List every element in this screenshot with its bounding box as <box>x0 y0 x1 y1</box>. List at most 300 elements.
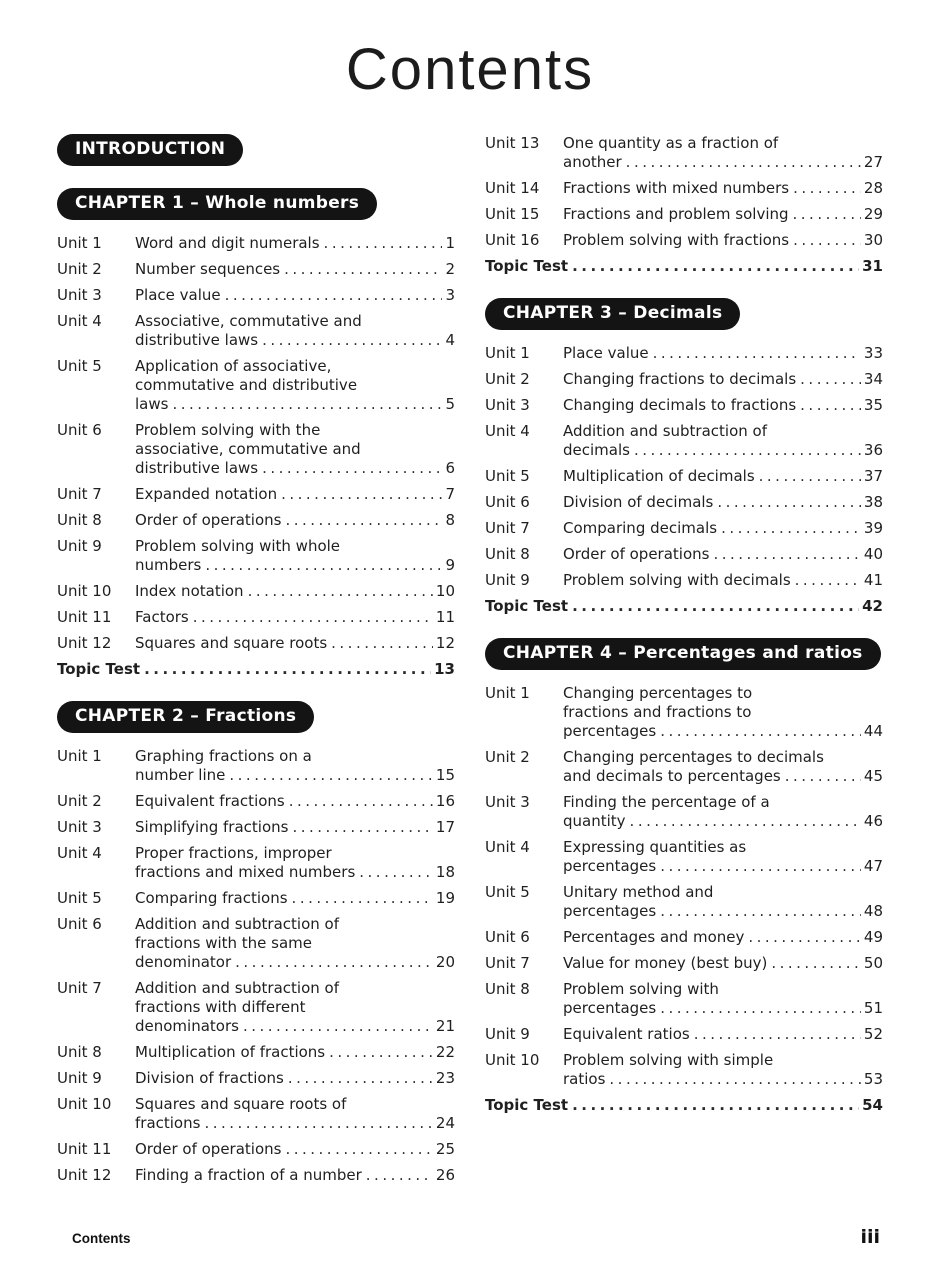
entry-title-lines <box>563 344 883 363</box>
unit-label: Unit 5 <box>57 888 102 907</box>
unit-label: Unit 7 <box>57 484 102 503</box>
entry-title: Order of operations <box>563 544 710 563</box>
unit-label: Unit 8 <box>57 1042 102 1061</box>
unit-label: Unit 1 <box>485 343 530 362</box>
dot-leader <box>609 1070 861 1089</box>
toc-entry <box>485 231 883 250</box>
toc-entry <box>57 1069 455 1088</box>
dot-leader <box>653 344 861 363</box>
chapter3-entries <box>485 344 883 616</box>
toc-entry <box>57 234 455 253</box>
entry-title-lines <box>135 286 455 305</box>
entry-title-lines <box>135 511 455 530</box>
toc-entry <box>485 205 883 224</box>
entry-title-lines <box>135 1069 455 1088</box>
page-number: 19 <box>435 888 455 907</box>
chapter1-entries <box>57 234 455 679</box>
entry-title: percentages <box>563 998 657 1017</box>
dot-leader <box>289 792 433 811</box>
chapter4-entries <box>485 684 883 1115</box>
entry-title: Problem solving with fractions <box>563 230 790 249</box>
left-column <box>57 134 455 1192</box>
toc-entry <box>485 928 883 947</box>
unit-label: Unit 7 <box>485 518 530 537</box>
dot-leader <box>144 660 431 679</box>
page-title: Contents <box>345 37 595 102</box>
chapter1-badge-row <box>57 188 455 220</box>
toc-entry <box>485 1096 883 1115</box>
entry-title-lines <box>135 889 455 908</box>
entry-title-lines <box>563 370 883 389</box>
entry-title: Topic Test <box>57 659 141 678</box>
page-number: 38 <box>863 492 883 511</box>
entry-title-lines: Addition and subtraction of decimals ..... 36 <box>563 422 883 460</box>
dot-leader <box>284 260 442 279</box>
unit-label: Unit 5 <box>485 466 530 485</box>
dot-leader <box>660 999 861 1018</box>
toc-entry <box>485 519 883 538</box>
page-number: 29 <box>863 204 883 223</box>
entry-title: Fractions with mixed numbers <box>563 178 790 197</box>
dot-leader <box>626 153 861 172</box>
entry-title-lines <box>563 928 883 947</box>
entry-title-lines: Proper fractions, improper fractions and mixed numbers ..... 18 <box>135 844 455 882</box>
footer-page-number: iii <box>860 1226 880 1248</box>
unit-label: Unit 6 <box>57 914 102 933</box>
entry-title: Expanded notation <box>135 484 278 503</box>
toc-entry <box>57 818 455 837</box>
page-number: 20 <box>435 952 455 971</box>
unit-label: Unit 1 <box>485 683 530 702</box>
page-number: 41 <box>863 570 883 589</box>
dot-leader <box>324 234 443 253</box>
entry-title-lines: Problem solving with percentages ..... 51 <box>563 980 883 1018</box>
unit-label: Unit 3 <box>57 285 102 304</box>
toc-entry <box>485 838 883 876</box>
toc-entry <box>485 883 883 921</box>
entry-title-lines <box>135 485 455 504</box>
unit-label: Unit 3 <box>57 817 102 836</box>
unit-label: Unit 2 <box>485 369 530 388</box>
dot-leader <box>262 331 442 350</box>
dot-leader <box>771 954 861 973</box>
entry-title: Number sequences <box>135 259 281 278</box>
entry-title-lines: Addition and subtraction of fractions with the same denominator ..... 20 <box>135 915 455 972</box>
unit-label: Unit 6 <box>485 492 530 511</box>
unit-label: Unit 3 <box>485 395 530 414</box>
chapter3-badge-row <box>485 298 883 330</box>
entry-title: percentages <box>563 721 657 740</box>
entry-title: percentages <box>563 856 657 875</box>
entry-title-lines <box>563 467 883 486</box>
entry-title: percentages <box>563 901 657 920</box>
entry-title-lines: Graphing fractions on a number line ..... 15 <box>135 747 455 785</box>
entry-title: another <box>563 152 622 171</box>
dot-leader <box>748 928 861 947</box>
entry-title: Percentages and money <box>563 927 745 946</box>
unit-label: Unit 12 <box>57 1165 112 1184</box>
entry-title: fractions and mixed numbers <box>135 862 356 881</box>
entry-title-lines: Unitary method and percentages ..... 48 <box>563 883 883 921</box>
page-number: 42 <box>862 596 883 615</box>
page-number: 49 <box>863 927 883 946</box>
dot-leader <box>172 395 442 414</box>
toc-entry <box>57 747 455 785</box>
toc-entry <box>57 357 455 414</box>
page-number: 26 <box>435 1165 455 1184</box>
page-number: 8 <box>445 510 455 529</box>
entry-title-lines <box>563 545 883 564</box>
unit-label: Unit 2 <box>57 259 102 278</box>
unit-label: Unit 3 <box>485 792 530 811</box>
chapter4-badge-row <box>485 638 883 670</box>
page-number: 16 <box>435 791 455 810</box>
page-number: 45 <box>863 766 883 785</box>
toc-entry <box>57 582 455 601</box>
unit-label: Unit 15 <box>485 204 540 223</box>
toc-entry <box>57 286 455 305</box>
entry-title: Equivalent ratios <box>563 1024 690 1043</box>
toc-entry <box>57 792 455 811</box>
entry-title: Changing decimals to fractions <box>563 395 797 414</box>
entry-title-lines <box>563 1025 883 1044</box>
dot-leader <box>713 545 860 564</box>
dot-leader <box>660 722 861 741</box>
entry-title-lines <box>135 1166 455 1185</box>
page-footer <box>72 1226 880 1248</box>
entry-title-lines <box>135 818 455 837</box>
dot-leader <box>800 370 861 389</box>
toc-entry <box>57 1166 455 1185</box>
unit-label: Unit 9 <box>57 1068 102 1087</box>
entry-title-lines <box>563 396 883 415</box>
toc-entry <box>57 660 455 679</box>
toc-entry <box>57 537 455 575</box>
dot-leader <box>262 459 442 478</box>
dot-leader <box>660 902 861 921</box>
dot-leader <box>630 812 861 831</box>
entry-title: Value for money (best buy) <box>563 953 768 972</box>
entry-title: number line <box>135 765 226 784</box>
dot-leader <box>785 767 861 786</box>
page-number: 46 <box>863 811 883 830</box>
entry-title: ratios <box>563 1069 606 1088</box>
dot-leader <box>634 441 861 460</box>
page-number: 17 <box>435 817 455 836</box>
toc-entry <box>485 134 883 172</box>
toc-columns <box>57 134 883 1192</box>
entry-title: laws <box>135 394 169 413</box>
entry-title-lines <box>135 1043 455 1062</box>
entry-title-lines: One quantity as a fraction of another ..... 27 <box>563 134 883 172</box>
toc-entry <box>57 312 455 350</box>
unit-label: Unit 4 <box>485 421 530 440</box>
entry-title-lines: Problem solving with the associative, commutative and distributive laws ..... 6 <box>135 421 455 478</box>
dot-leader <box>572 1096 859 1115</box>
entry-title: quantity <box>563 811 626 830</box>
entry-title: and decimals to percentages <box>563 766 781 785</box>
dot-leader <box>572 257 859 276</box>
entry-title-lines <box>563 231 883 250</box>
toc-entry <box>485 684 883 741</box>
page-number: 4 <box>445 330 455 349</box>
dot-leader <box>288 1069 433 1088</box>
dot-leader <box>285 511 442 530</box>
entry-title-lines: Problem solving with whole numbers ..... 9 <box>135 537 455 575</box>
page-number: 18 <box>435 862 455 881</box>
chapter2-badge: CHAPTER 2 – Fractions <box>57 701 314 733</box>
unit-label: Unit 9 <box>57 536 102 555</box>
toc-entry <box>57 979 455 1036</box>
dot-leader <box>800 396 861 415</box>
toc-entry <box>485 748 883 786</box>
page-number: 54 <box>862 1095 883 1114</box>
entry-title-lines: Squares and square roots of fractions ..... 24 <box>135 1095 455 1133</box>
unit-label: Unit 13 <box>485 133 540 152</box>
unit-label: Unit 6 <box>485 927 530 946</box>
unit-label: Unit 12 <box>57 633 112 652</box>
toc-entry <box>57 511 455 530</box>
entry-title-lines <box>135 1140 455 1159</box>
toc-entry <box>57 915 455 972</box>
introduction-badge-row <box>57 134 455 166</box>
page-number: 24 <box>435 1113 455 1132</box>
page-number: 10 <box>435 581 455 600</box>
introduction-badge: INTRODUCTION <box>57 134 243 166</box>
dot-leader <box>205 556 442 575</box>
page-number: 34 <box>863 369 883 388</box>
chapter2-entries-part1 <box>57 747 455 1185</box>
page-number: 28 <box>863 178 883 197</box>
entry-title-lines: Finding the percentage of a quantity ..... 46 <box>563 793 883 831</box>
dot-leader <box>721 519 861 538</box>
page-number: 13 <box>434 659 455 678</box>
dot-leader <box>793 179 861 198</box>
page-number: 25 <box>435 1139 455 1158</box>
unit-label: Unit 1 <box>57 746 102 765</box>
dot-leader <box>660 857 861 876</box>
toc-entry <box>485 1051 883 1089</box>
entry-title: Order of operations <box>135 1139 282 1158</box>
page-number: 52 <box>863 1024 883 1043</box>
entry-title: Topic Test <box>485 596 569 615</box>
toc-entry <box>485 370 883 389</box>
chapter2-badge-row <box>57 701 455 733</box>
dot-leader <box>329 1043 433 1062</box>
dot-leader <box>795 571 861 590</box>
entry-title: Squares and square roots <box>135 633 328 652</box>
dot-leader <box>204 1114 432 1133</box>
page-number: 7 <box>445 484 455 503</box>
right-column <box>485 134 883 1192</box>
page-number: 21 <box>435 1016 455 1035</box>
dot-leader <box>717 493 861 512</box>
entry-title-lines <box>135 608 455 627</box>
page-number: 5 <box>445 394 455 413</box>
unit-label: Unit 10 <box>57 581 112 600</box>
entry-title-lines <box>485 1096 883 1115</box>
page-number: 50 <box>863 953 883 972</box>
unit-label: Unit 14 <box>485 178 540 197</box>
entry-title-lines <box>135 634 455 653</box>
entry-title-lines <box>135 260 455 279</box>
dot-leader <box>243 1017 433 1036</box>
page-number: 11 <box>435 607 455 626</box>
dot-leader <box>235 953 433 972</box>
entry-title: distributive laws <box>135 330 259 349</box>
unit-label: Unit 8 <box>57 510 102 529</box>
entry-title-lines <box>563 519 883 538</box>
entry-title: Changing fractions to decimals <box>563 369 797 388</box>
unit-label: Unit 10 <box>485 1050 540 1069</box>
entry-title-lines <box>563 179 883 198</box>
unit-label: Unit 5 <box>485 882 530 901</box>
entry-title-lines: Problem solving with simple ratios ..... 53 <box>563 1051 883 1089</box>
toc-entry <box>57 421 455 478</box>
dot-leader <box>694 1025 861 1044</box>
toc-entry <box>57 844 455 882</box>
entry-title: Topic Test <box>485 256 569 275</box>
entry-title-lines <box>57 660 455 679</box>
footer-section-label: Contents <box>72 1231 131 1246</box>
entry-title-lines: Associative, commutative and distributive laws ..... 4 <box>135 312 455 350</box>
unit-label: Unit 4 <box>57 843 102 862</box>
entry-title: Equivalent fractions <box>135 791 285 810</box>
entry-title: Place value <box>563 343 649 362</box>
unit-label: Unit 9 <box>485 1024 530 1043</box>
entry-title: Simplifying fractions <box>135 817 289 836</box>
dot-leader <box>572 597 859 616</box>
unit-label: Unit 11 <box>57 607 112 626</box>
entry-title-lines: Expressing quantities as percentages ..... 47 <box>563 838 883 876</box>
unit-label: Unit 7 <box>57 978 102 997</box>
dot-leader <box>193 608 433 627</box>
toc-entry <box>57 1095 455 1133</box>
unit-label: Unit 8 <box>485 979 530 998</box>
entry-title-lines <box>135 234 455 253</box>
toc-entry <box>57 889 455 908</box>
page-number: 36 <box>863 440 883 459</box>
entry-title: Multiplication of fractions <box>135 1042 326 1061</box>
entry-title-lines: Changing percentages to fractions and fractions to percentages ..... 44 <box>563 684 883 741</box>
page-number: 15 <box>435 765 455 784</box>
toc-entry <box>57 260 455 279</box>
page-number: 22 <box>435 1042 455 1061</box>
toc-entry <box>485 493 883 512</box>
entry-title: Multiplication of decimals <box>563 466 755 485</box>
entry-title-lines <box>135 792 455 811</box>
entry-title-lines <box>563 205 883 224</box>
toc-entry <box>485 571 883 590</box>
toc-entry <box>485 597 883 616</box>
entry-title: Division of fractions <box>135 1068 284 1087</box>
entry-title-lines: Addition and subtraction of fractions with different denominators ..... 21 <box>135 979 455 1036</box>
entry-title-lines <box>563 571 883 590</box>
unit-label: Unit 2 <box>485 747 530 766</box>
entry-title: decimals <box>563 440 630 459</box>
page-number: 33 <box>863 343 883 362</box>
page-number: 2 <box>445 259 455 278</box>
toc-entry <box>57 1043 455 1062</box>
toc-entry <box>485 467 883 486</box>
page-number: 6 <box>445 458 455 477</box>
page-number: 3 <box>445 285 455 304</box>
dot-leader <box>225 286 443 305</box>
page-number: 53 <box>863 1069 883 1088</box>
entry-title: Place value <box>135 285 221 304</box>
page-number: 51 <box>863 998 883 1017</box>
unit-label: Unit 10 <box>57 1094 112 1113</box>
entry-title: denominator <box>135 952 232 971</box>
dot-leader <box>248 582 433 601</box>
entry-title-lines <box>485 257 883 276</box>
toc-entry <box>57 634 455 653</box>
unit-label: Unit 5 <box>57 356 102 375</box>
dot-leader <box>759 467 861 486</box>
entry-title: Comparing decimals <box>563 518 718 537</box>
unit-label: Unit 9 <box>485 570 530 589</box>
toc-entry <box>57 1140 455 1159</box>
toc-entry <box>485 954 883 973</box>
entry-title: Factors <box>135 607 189 626</box>
page-number: 1 <box>445 233 455 252</box>
chapter1-badge: CHAPTER 1 – Whole numbers <box>57 188 377 220</box>
entry-title: denominators <box>135 1016 239 1035</box>
entry-title: Index notation <box>135 581 244 600</box>
toc-entry <box>485 1025 883 1044</box>
unit-label: Unit 6 <box>57 420 102 439</box>
unit-label: Unit 4 <box>485 837 530 856</box>
entry-title: fractions <box>135 1113 201 1132</box>
chapter3-badge: CHAPTER 3 – Decimals <box>485 298 740 330</box>
page-number: 39 <box>863 518 883 537</box>
unit-label: Unit 8 <box>485 544 530 563</box>
page-number: 48 <box>863 901 883 920</box>
unit-label: Unit 2 <box>57 791 102 810</box>
dot-leader <box>793 205 861 224</box>
entry-title-lines: Changing percentages to decimals and decimals to percentages ..... 45 <box>563 748 883 786</box>
chapter2-entries-part2 <box>485 134 883 276</box>
page-number: 30 <box>863 230 883 249</box>
entry-title-lines <box>563 493 883 512</box>
dot-leader <box>331 634 433 653</box>
toc-entry <box>485 793 883 831</box>
toc-entry <box>485 179 883 198</box>
unit-label: Unit 11 <box>57 1139 112 1158</box>
entry-title: Division of decimals <box>563 492 714 511</box>
entry-title-lines: Application of associative, commutative and distributive laws ..... 5 <box>135 357 455 414</box>
entry-title: numbers <box>135 555 202 574</box>
toc-entry <box>485 422 883 460</box>
dot-leader <box>292 818 432 837</box>
entry-title: distributive laws <box>135 458 259 477</box>
dot-leader <box>285 1140 432 1159</box>
dot-leader <box>229 766 433 785</box>
page-number: 27 <box>863 152 883 171</box>
dot-leader <box>366 1166 433 1185</box>
entry-title-lines <box>135 582 455 601</box>
entry-title: Order of operations <box>135 510 282 529</box>
entry-title: Problem solving with decimals <box>563 570 791 589</box>
toc-entry <box>485 344 883 363</box>
page-number: 31 <box>862 256 883 275</box>
dot-leader <box>359 863 433 882</box>
unit-label: Unit 4 <box>57 311 102 330</box>
toc-entry <box>485 257 883 276</box>
entry-title: Word and digit numerals <box>135 233 320 252</box>
chapter4-badge: CHAPTER 4 – Percentages and ratios <box>485 638 881 670</box>
page-number: 9 <box>445 555 455 574</box>
